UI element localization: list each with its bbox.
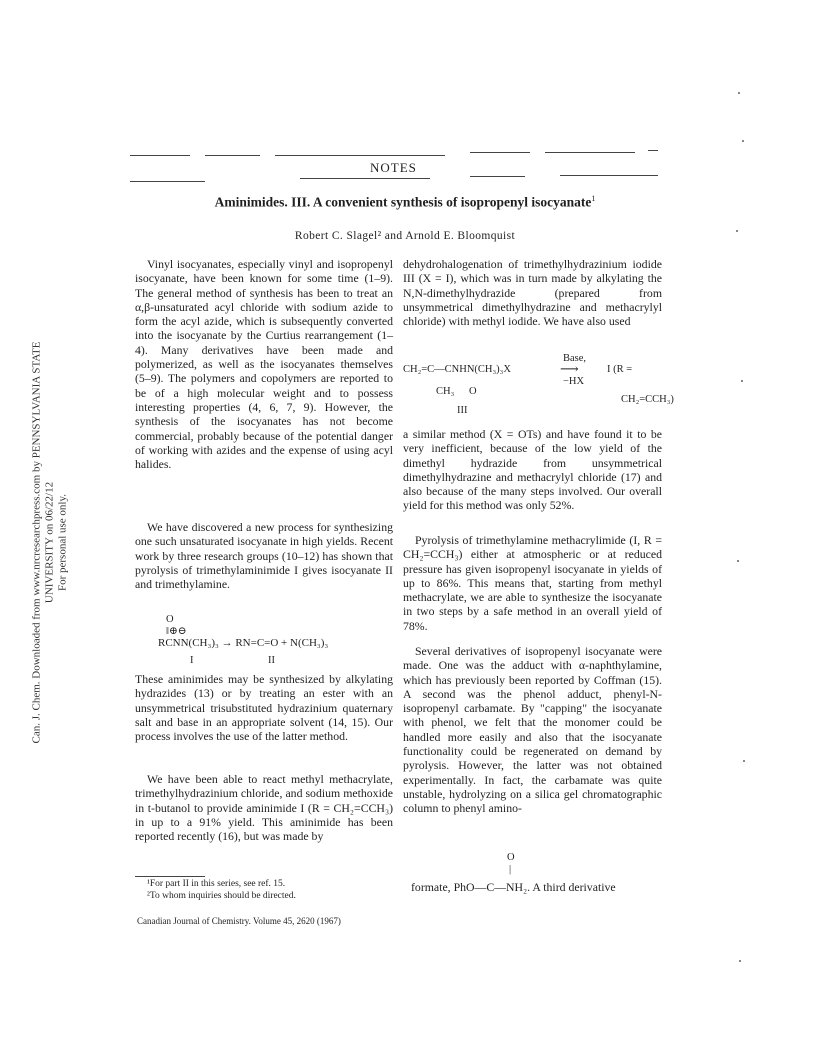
scheme2-base: Base, [563, 353, 587, 364]
header-rule [130, 155, 190, 156]
header-rule [205, 155, 260, 156]
running-head: NOTES [370, 160, 417, 175]
scheme1-charges: ‖⊕⊖ [166, 626, 187, 637]
carbamate-bond: | [509, 864, 512, 875]
download-watermark [31, 308, 70, 778]
paragraph-similar-method: a similar method (X = OTs) and have found it to be very inefficient, because of the low yield of the dimethyl hydrazide from unsymmetrical dimethylhydrazine and methacrylyl chloride (17) and also because of the many steps involved. Our overall yield for this method was only 52%. [403, 427, 662, 513]
paragraph-formate-end: formate, PhO—C—NH₂. A third derivative [411, 880, 616, 894]
scheme2-product-2: CH₂=CCH₃) [621, 394, 674, 405]
scheme1-equation: RCNN(CH₃)₃ → RN=C=O + N(CH₃)₃ [158, 637, 329, 649]
scheme1-oxygen: O [166, 614, 174, 625]
scheme2-methyl: CH₃ [436, 386, 455, 397]
scan-speck [736, 230, 738, 232]
scheme2-label-iii: III [457, 405, 468, 416]
footnote-1: ¹For part II in this series, see ref. 15. [147, 879, 286, 889]
paragraph-dehydrohalogenation: dehydrohalogenation of trimethylhydrazinium iodide III (X = I), which was in turn made by alkylating the N,N-dimethylhydrazide (prepared from unsymmetrical dimethylhydrazine and methacrylyl chloride) with methyl iodide. We have also used [403, 257, 662, 329]
scan-speck [741, 380, 743, 382]
footnote-2: ²To whom inquiries should be directed. [147, 891, 296, 901]
header-rule [648, 150, 658, 151]
footnote-rule [135, 876, 205, 877]
watermark-line-2: For personal use only. [56, 493, 69, 592]
scheme2-minus-hx: −HX [563, 376, 585, 387]
scheme1-label-ii: II [268, 655, 275, 666]
paragraph-aminimide-synthesis: These aminimides may be synthesized by alkylating hydrazides (13) or by treating an ester with an unsymmetrical trisubstituted hydrazinium quaternary salt and base in an appropriate solvent (14, 15). Our process involves the use of the latter method. [135, 672, 393, 744]
scheme2-product: I (R = [607, 364, 633, 375]
paragraph-derivatives: Several derivatives of isopropenyl isocyanate were made. One was the adduct with α-naphthylamine, which has previously been reported by Coffman (15). A second was the phenol adduct, phenyl-N-isopropenyl carbamate. By "capping" the isocyanate with phenol, we felt that the monomer could be handled more easily and also that the isocyanate functionality could be regenerated on demand by pyrolysis. However, the latter was not obtained experimentally. In fact, the carbamate was quite unstable, hydrolyzing on a silica gel chromatographic column to phenyl amino- [403, 644, 662, 816]
header-rule [560, 175, 658, 176]
watermark-line-1: Can. J. Chem. Downloaded from www.nrcresearchpress.com by PENNSYLVANIA STATE UNIVERSITY on 06/22/12 [30, 341, 56, 744]
header-rule [470, 176, 525, 177]
scheme2-arrow: ⟶ [560, 361, 579, 376]
author-line: Robert C. Slagel² and Arnold E. Bloomquist [294, 230, 516, 242]
header-rule [300, 178, 430, 179]
article-title [140, 194, 670, 211]
paragraph-methyl-methacrylate: We have been able to react methyl methacrylate, trimethylhydrazinium chloride, and sodium methoxide in t-butanol to provide aminimide I (R = CH₂=CCH₃) in up to a 91% yield. This aminimide has been reported recently (16), but was made by [135, 772, 393, 844]
scheme2-reactant: CH₂=C—CNHN(CH₃)₃X [403, 364, 511, 375]
title-footnote-mark: 1 [591, 194, 596, 203]
title-text: Aminimides. III. A convenient synthesis of isopropenyl isocyanate [214, 194, 592, 210]
scan-speck [739, 960, 741, 962]
header-rule [470, 152, 530, 153]
scan-speck [743, 760, 745, 762]
scan-speck [738, 92, 740, 94]
scheme2-oxygen: O [469, 386, 477, 397]
paragraph-discovery: We have discovered a new process for synthesizing one such unsaturated isocyanate in high yields. Recent work by three research groups (10–12) has shown that pyrolysis of trimethylaminimide I gives isocyanate II and trimethylamine. [135, 520, 393, 592]
journal-citation: Canadian Journal of Chemistry. Volume 45, 2620 (1967) [137, 916, 341, 926]
header-rule [130, 181, 205, 182]
paragraph-intro: Vinyl isocyanates, especially vinyl and isopropenyl isocyanate, have been known for some time (1–9). The general method of synthesis has been to treat an α,β-unsaturated acyl chloride with sodium azide to form the acyl azide, which is subsequently converted into the isocyanate by the Curtius rearrangement (1–4). Many derivatives have been made and polymerized, as well as the isocyanates themselves (5–9). The polymers and copolymers are reported to be of a high molecular weight and to possess interesting properties (4, 6, 7, 9). However, the synthesis of the isocyanates has not become commercial, probably because of the potential danger of working with azides and the expense of using acyl halides. [135, 257, 393, 472]
header-rule [545, 152, 635, 153]
scan-speck [737, 560, 739, 562]
paragraph-pyrolysis: Pyrolysis of trimethylamine methacrylimide (I, R = CH₂=CCH₃) either at atmospheric or at reduced pressure has given isopropenyl isocyanate in yields of up to 86%. This means that, starting from methyl methacrylate, we are able to synthesize the isocyanate in two steps by a safe method in an overall yield of 78%. [403, 533, 662, 633]
carbamate-oxygen: O [507, 852, 515, 863]
scan-speck [742, 140, 744, 142]
scheme1-label-i: I [190, 655, 194, 666]
header-rule [275, 155, 445, 156]
